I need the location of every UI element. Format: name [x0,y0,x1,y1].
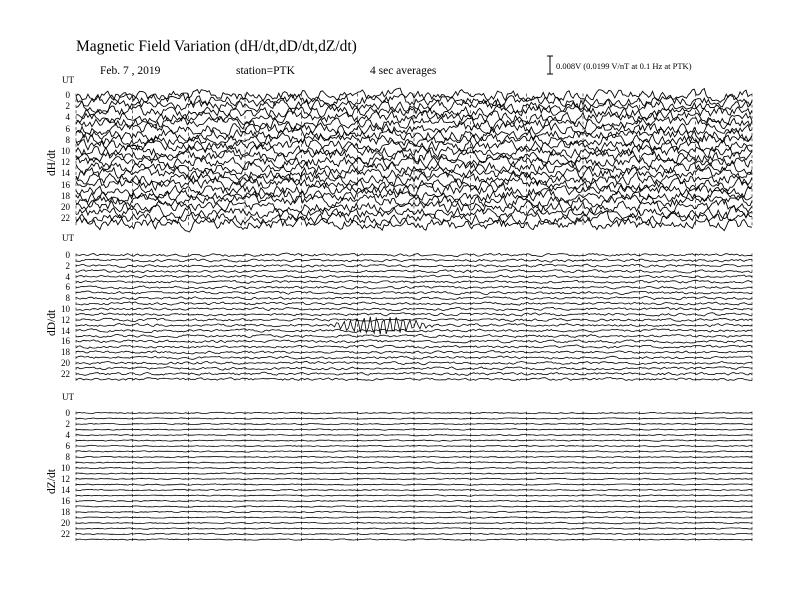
hour-tick-label: 12 [61,474,70,484]
ylabel-dh: dH/dt [46,149,58,176]
hour-tick-label: 12 [61,314,70,325]
hour-tick-label: 12 [61,157,70,168]
hour-tick-label: 4 [65,112,70,123]
ylabel-dd: dD/dt [46,309,58,336]
averaging-label: 4 sec averages [370,65,437,77]
hour-tick-label: 20 [61,518,70,528]
ut-label-dh: UT [62,75,74,85]
hour-tick-label: 14 [61,168,70,179]
hour-tick-label: 18 [61,190,70,201]
station-label: station=PTK [236,65,295,77]
ut-label-dz: UT [62,392,74,402]
hour-tick-label: 6 [65,123,70,134]
hour-tick-label: 8 [65,134,70,145]
hour-tick-label: 4 [65,430,70,440]
chart-title: Magnetic Field Variation (dH/dt,dD/dt,dZ/dt) [76,38,357,55]
hour-tick-label: 2 [65,419,70,429]
hour-tick-label: 14 [61,485,70,495]
hour-tick-label: 22 [61,213,70,224]
hour-tick-label: 16 [61,336,70,347]
hour-tick-label: 0 [65,408,70,418]
hour-tick-label: 22 [61,529,70,539]
hour-tick-label: 2 [65,260,70,271]
ylabel-dz: dZ/dt [46,469,58,494]
hour-tick-label: 0 [65,250,70,260]
hour-tick-label: 6 [65,282,70,293]
hour-tick-label: 22 [61,368,70,379]
hour-tick-label: 16 [61,179,70,190]
hour-tick-label: 10 [61,146,70,156]
hour-tick-label: 0 [65,90,70,100]
hour-tick-label: 20 [61,358,70,368]
hour-tick-label: 8 [65,452,70,462]
hour-tick-label: 10 [61,463,70,473]
date-label: Feb. 7 , 2019 [100,65,161,77]
hour-tick-label: 4 [65,271,70,282]
hour-tick-label: 18 [61,507,70,517]
hour-tick-label: 16 [61,496,70,506]
hour-tick-label: 2 [65,101,70,112]
hour-tick-label: 6 [65,441,70,451]
ut-label-dd: UT [62,233,74,243]
hour-tick-label: 8 [65,293,70,304]
hour-tick-label: 10 [61,304,70,314]
scale-note: 0.008V (0.0199 V/nT at 0.1 Hz at PTK) [556,61,692,71]
hour-tick-label: 14 [61,325,70,336]
hour-tick-label: 18 [61,347,70,358]
hour-tick-label: 20 [61,202,70,212]
